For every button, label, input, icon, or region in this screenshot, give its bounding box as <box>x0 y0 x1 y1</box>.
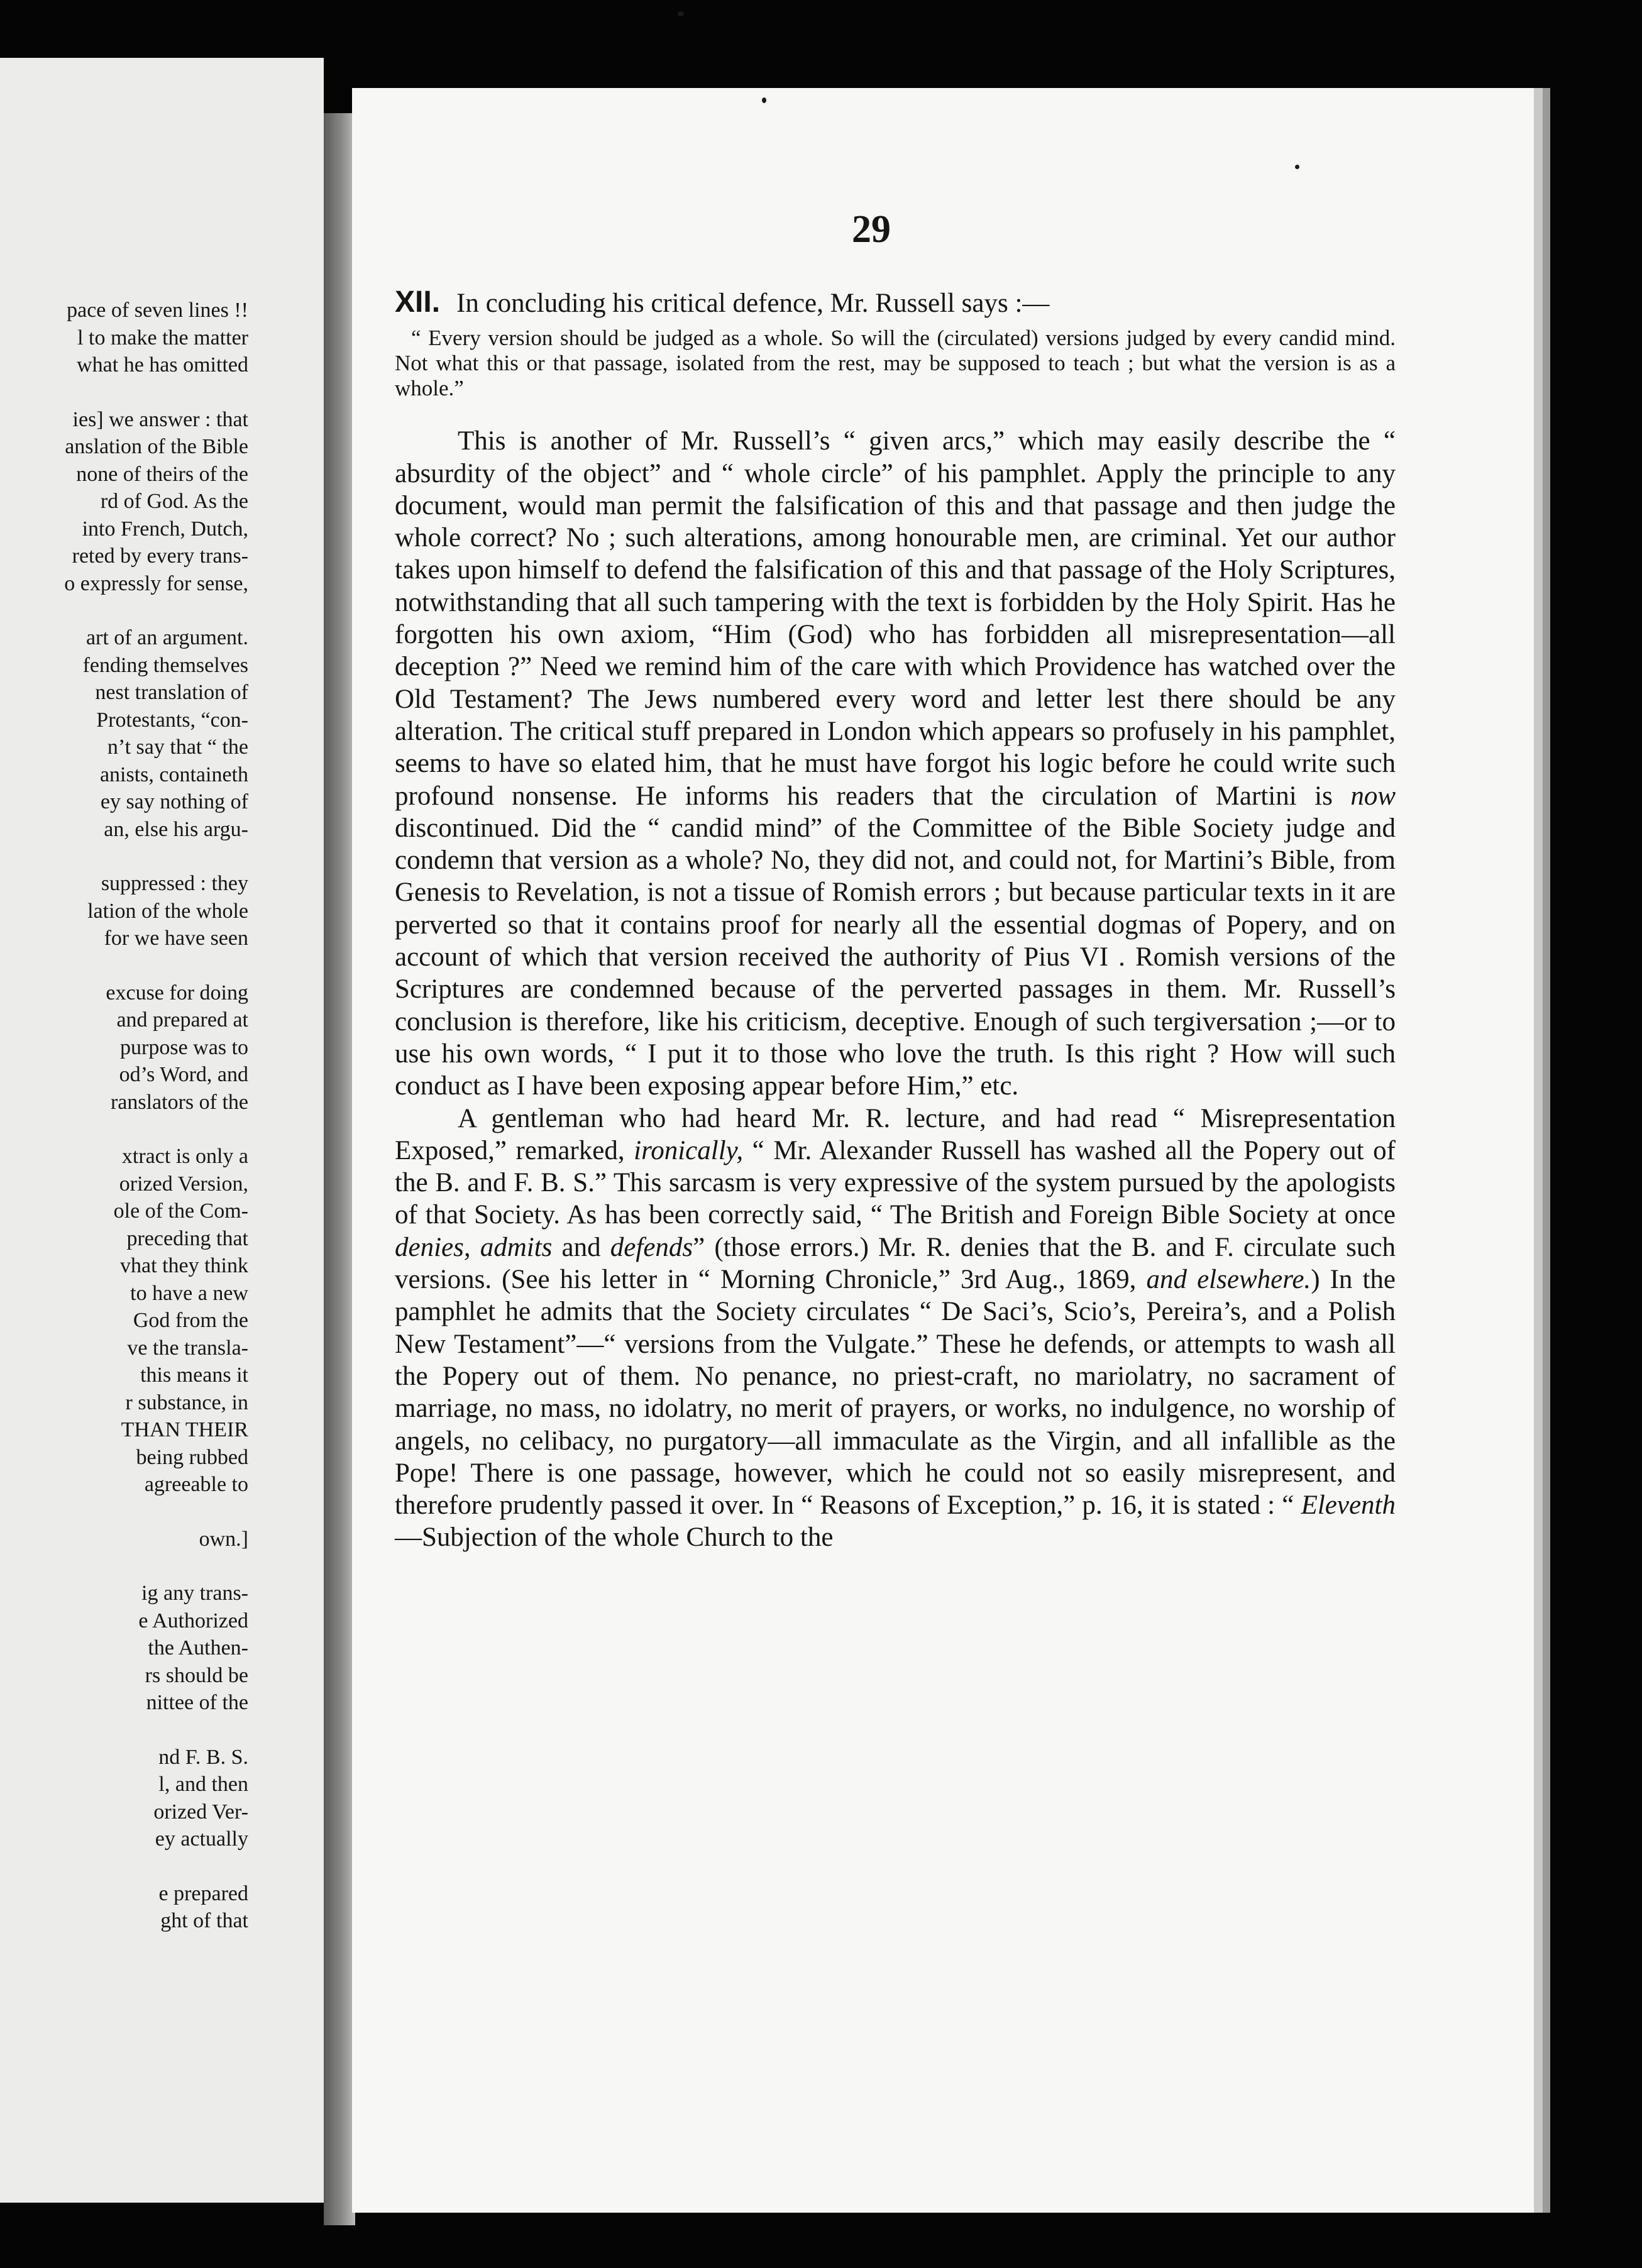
left-page-text <box>0 297 248 1962</box>
paragraph-2 <box>395 1103 1396 1554</box>
left-page-line: pace of seven lines !! <box>67 299 248 322</box>
left-page-line: ies] we answer : that <box>72 407 248 431</box>
left-page-fragment <box>0 624 248 843</box>
left-page-line: an, else his argu- <box>104 817 248 841</box>
left-page-line: r substance, in <box>125 1390 248 1414</box>
left-page-line: ig any trans- <box>141 1582 248 1605</box>
left-page-line: nittee of the <box>146 1691 248 1714</box>
left-page-line: nest translation of <box>95 681 248 704</box>
left-page-fragment <box>0 870 248 952</box>
left-page-line: and prepared at <box>116 1008 248 1032</box>
section-numeral: XII. <box>395 285 441 319</box>
left-page-line: into French, Dutch, <box>82 517 248 541</box>
left-page-line: rs should be <box>145 1663 248 1687</box>
text-run: —Subjection of the whole Church to the <box>395 1522 834 1553</box>
left-page-fragment <box>0 979 248 1116</box>
italic-run: now <box>1350 781 1396 811</box>
left-page-line: none of theirs of the <box>76 462 248 486</box>
left-page-line: nd F. B. S. <box>158 1745 248 1769</box>
page-number: 29 <box>852 208 891 251</box>
quoted-passage: “ Every version should be judged as a whole. So will the (circulated) versions judged by every candid mind. Not what this or that passage, isolated from the rest, may be supposed to teach ; but what the version is as a whole.” <box>395 326 1396 401</box>
section-heading <box>395 286 1396 319</box>
left-page-line: excuse for doing <box>106 981 248 1005</box>
text-run: ” (those errors.) Mr. R. denies that the B. and F. circulate such versions. (See his letter in “ Morning Chronicle,” 3rd Aug., 1869, <box>395 1232 1396 1295</box>
left-page-line: being rubbed <box>136 1445 248 1469</box>
left-page-line: l, and then <box>158 1773 248 1796</box>
paragraph-1 <box>395 425 1396 1102</box>
left-page-line: anslation of the Bible <box>65 435 248 458</box>
left-page-fragment <box>0 1744 248 1853</box>
left-page-line: orized Version, <box>119 1172 248 1196</box>
page-content <box>395 286 1396 1554</box>
left-page-line: this means it <box>140 1363 248 1387</box>
left-page-line: lation of the whole <box>87 899 248 923</box>
left-page-line: Protestants, “con- <box>96 708 248 732</box>
print-speck <box>1295 165 1299 169</box>
section-heading-text: In concluding his critical defence, Mr. Russell says :— <box>456 289 1050 318</box>
left-page-fragment <box>0 1526 248 1553</box>
left-page-line: vhat they think <box>120 1254 248 1277</box>
left-page-line: e Authorized <box>138 1609 248 1632</box>
left-page-line: suppressed : they <box>101 872 248 895</box>
text-run: discontinued. Did the “ candid mind” of the Committee of the Bible Society judge and condemn that version as a whole? No, they did not, and could not, for Martini’s Bible, from Genesis to Revelation, is not a tissue of Romish errors ; but because particular texts in it are perverted so that it contains proof for nearly all the essential dogmas of Popery, and on account of which that version received the authority of Pius VI . Romish versions of the Scriptures are condemned because of the perverted passages in them. Mr. Russell’s conclusion is therefore, like his criticism, deceptive. Enough of such tergiversation ;—or to use his own words, “ I put it to those who love the truth. Is this right ? How will such conduct as I have been exposing appear before Him,” etc. <box>395 813 1396 1101</box>
left-page-line: agreeable to <box>144 1473 248 1496</box>
left-page-line: preceding that <box>126 1226 248 1250</box>
left-page-fragment <box>0 297 248 379</box>
left-page-line: reted by every trans- <box>72 544 248 568</box>
left-page-line: ght of that <box>160 1909 248 1932</box>
left-page-line: the Authen- <box>148 1636 248 1660</box>
italic-run: ironically, <box>634 1135 744 1165</box>
text-run: “ Mr. Alexander Russell has washed all the Popery out of the B. and F. B. S.” This sarcasm is very expressive of the system pursued by the apologists of that Society. As has been correctly said, “ The British and Foreign Bible Society at once <box>395 1135 1396 1230</box>
left-page-line: ey say nothing of <box>100 790 248 813</box>
left-page-fragment <box>0 1580 248 1717</box>
left-page-line: God from the <box>133 1309 248 1332</box>
left-page-line: od’s Word, and <box>119 1063 248 1086</box>
left-page-line: ole of the Com- <box>113 1199 248 1223</box>
italic-run: defends <box>610 1232 693 1262</box>
left-page-line: own.] <box>199 1527 248 1551</box>
left-page-line: art of an argument. <box>85 626 248 649</box>
left-page-line: rd of God. As the <box>100 490 248 513</box>
left-page-line: for we have seen <box>104 927 248 950</box>
left-page-line: purpose was to <box>120 1035 248 1059</box>
text-run: A gentleman who had heard Mr. R. lecture, and had read “ Misrepresentation Exposed,” remarked, <box>395 1103 1396 1165</box>
print-speck <box>762 97 766 103</box>
book-gutter <box>324 113 355 2225</box>
left-page-fragment <box>0 1143 248 1499</box>
left-page-line: n’t say that “ the <box>107 735 248 759</box>
left-page-fragment <box>0 406 248 598</box>
left-page-line: l to make the matter <box>77 326 248 350</box>
left-page-line: orized Ver- <box>153 1800 248 1824</box>
text-run: ) In the pamphlet he admits that the Society circulates “ De Saci’s, Scio’s, Pereira’s, and a Polish New Testament”—“ versions from the Vulgate.” These he defends, or attempts to wash all the Popery out of them. No penance, no priest-craft, no mariolatry, no sacrament of marriage, no mass, no idolatry, no merit of prayers, or works, no indulgence, no worship of angels, no celibacy, no purgatory—all immaculate as the Virgin, and all infallible as the Pope! There is one passage, however, which he could not so easily misrepresent, and therefore prudently passed it over. In “ Reasons of Exception,” p. 16, it is stated : “ <box>395 1265 1396 1521</box>
left-page <box>0 58 324 2203</box>
text-run: and <box>552 1232 610 1262</box>
left-page-line: anists, containeth <box>99 762 248 786</box>
left-page-line: ve the transla- <box>127 1336 248 1360</box>
left-page-line: e prepared <box>158 1881 248 1905</box>
italic-run: denies, admits <box>395 1232 553 1262</box>
left-page-line: THAN THEIR <box>121 1418 248 1441</box>
italic-run: Eleventh <box>1301 1490 1396 1521</box>
print-speck <box>678 11 684 16</box>
text-run: This is another of Mr. Russell’s “ given arcs,” which may easily describe the “ absurdity of the object” and “ whole circle” of his pamphlet. Apply the principle to any document, would man permit the falsification of this and that passage and then judge the whole correct? No ; such alterations, among honourable men, are criminal. Yet our author takes upon himself to defend the falsification of this and that passage of the Holy Scriptures, notwithstanding that all such tampering with the text is forbidden by the Holy Spirit. Has he forgotten his own axiom, “Him (God) who has forbidden all misrepresentation—all deception ?” Need we remind him of the care with which Providence has watched over the Old Testament? The Jews numbered every word and letter lest there should be any alteration. The critical stuff prepared in London which appears so profusely in his pamphlet, seems to have so elated him, that he must have forgot his logic before he could write such profound nonsense. He informs his readers that the circulation of Martini is <box>395 426 1396 811</box>
left-page-line: to have a new <box>130 1281 248 1305</box>
left-page-fragment <box>0 1880 248 1935</box>
left-page-line: ranslators of the <box>110 1090 248 1114</box>
italic-run: and elsewhere. <box>1146 1265 1311 1295</box>
left-page-line: what he has omitted <box>77 353 248 377</box>
left-page-line: ey actually <box>155 1827 248 1851</box>
left-page-line: o expressly for sense, <box>64 571 248 595</box>
left-page-line: xtract is only a <box>121 1145 248 1168</box>
left-page-line: fending themselves <box>82 653 248 677</box>
